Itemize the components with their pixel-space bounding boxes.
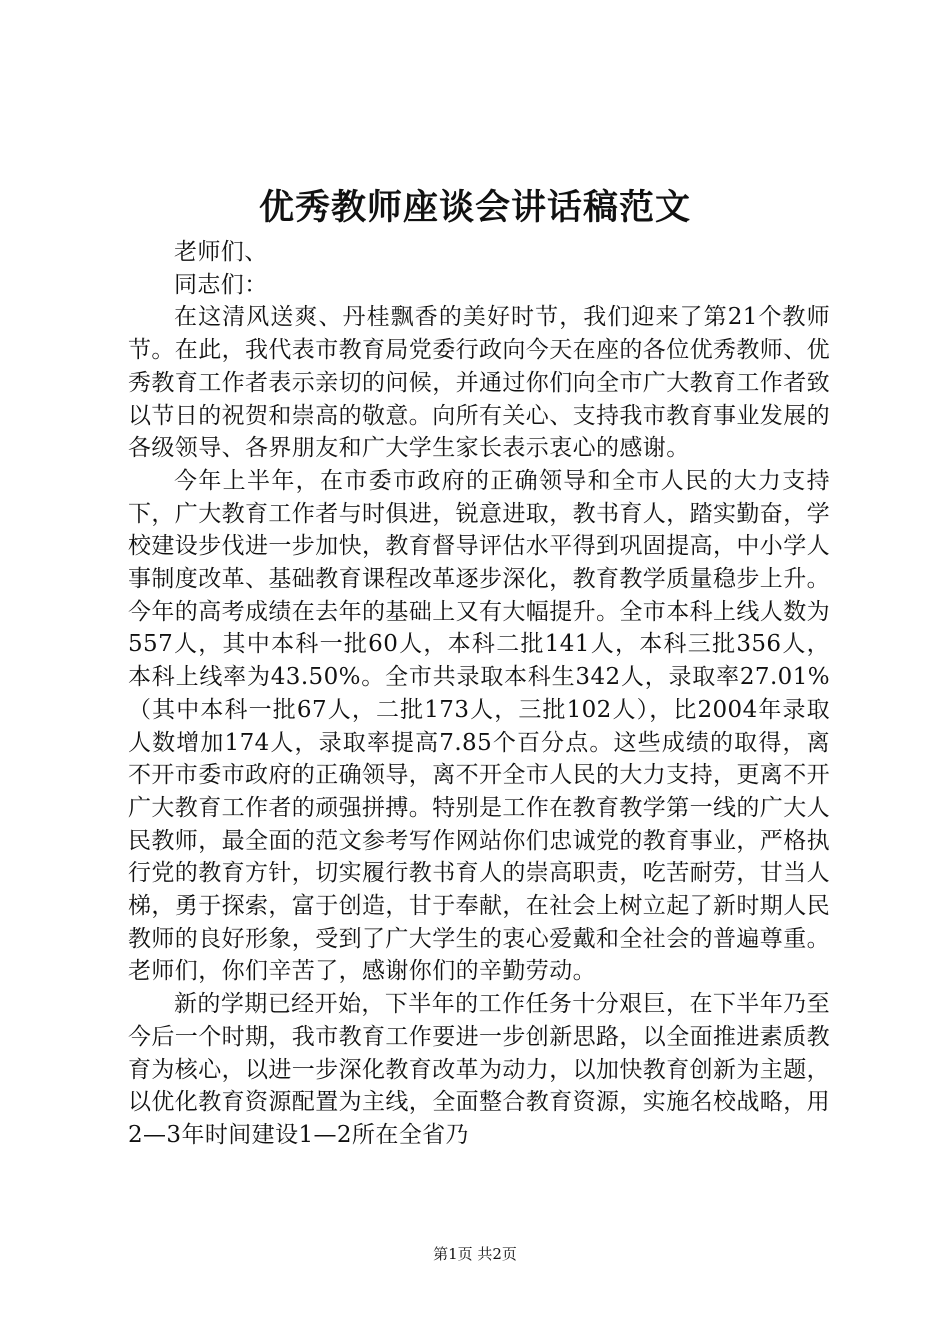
document-title: 优秀教师座谈会讲话稿范文 [258, 187, 691, 228]
paragraph-new-semester: 新的学期已经开始，下半年的工作任务十分艰巨，在下半年乃至今后一个时期，我市教育工作要进一步创新思路，以全面推进素质教育为核心，以进一步深化教育改革为动力，以加快教育创新为主题，以优化教育资源配置为主线，全面整合教育资源，实施名校战略，用2—3年时间建设1—2所在全省乃 [128, 991, 830, 1148]
page-footer: 第1页 共2页 [433, 1245, 517, 1263]
salutation-comrades: 同志们： [174, 271, 268, 298]
paragraph-achievements: 今年上半年，在市委市政府的正确领导和全市人民的大力支持下，广大教育工作者与时俱进，锐意进取，教书育人，踏实勤奋，学校建设步伐进一步加快，教育督导评估水平得到巩固提高，中小学人事制度改革、基础教育课程改革逐步深化，教育教学质量稳步上升。今年的高考成绩在去年的基础上又有大幅提升。全市本科上线人数为557人，其中本科一批60人，本科二批141人，本科三批356人，本科上线率为43.50%。全市共录取本科生342人，录取率27.01%（其中本科一批67人，二批173人，三批102人），比2004年录取人数增加174人，录取率提高7.85个百分点。这些成绩的取得，离不开市委市政府的正确领导，离不开全市人民的大力支持，更离不开广大教育工作者的顽强拼搏。特别是工作在教育教学第一线的广大人民教师，最全面的范文参考写作网站你们忠诚党的教育事业，严格执行党的教育方针，切实履行教书育人的崇高职责，吃苦耐劳，甘当人梯，勇于探索，富于创造，甘于奉献，在社会上树立起了新时期人民教师的良好形象，受到了广大学生的衷心爱戴和全社会的普遍尊重。老师们，你们辛苦了，感谢你们的辛勤劳动。 [128, 467, 830, 985]
salutation-teachers: 老师们、 [174, 239, 268, 265]
document-body [128, 236, 830, 1152]
paragraph-greeting: 在这清风送爽、丹桂飘香的美好时节，我们迎来了第21个教师节。在此，我代表市教育局党委行政向今天在座的各位优秀教师、优秀教育工作者表示亲切的问候，并通过你们向全市广大教育工作者致以节日的祝贺和崇高的敬意。向所有关心、支持我市教育事业发展的各级领导、各界朋友和广大学生家长表示衷心的感谢。 [128, 304, 830, 462]
